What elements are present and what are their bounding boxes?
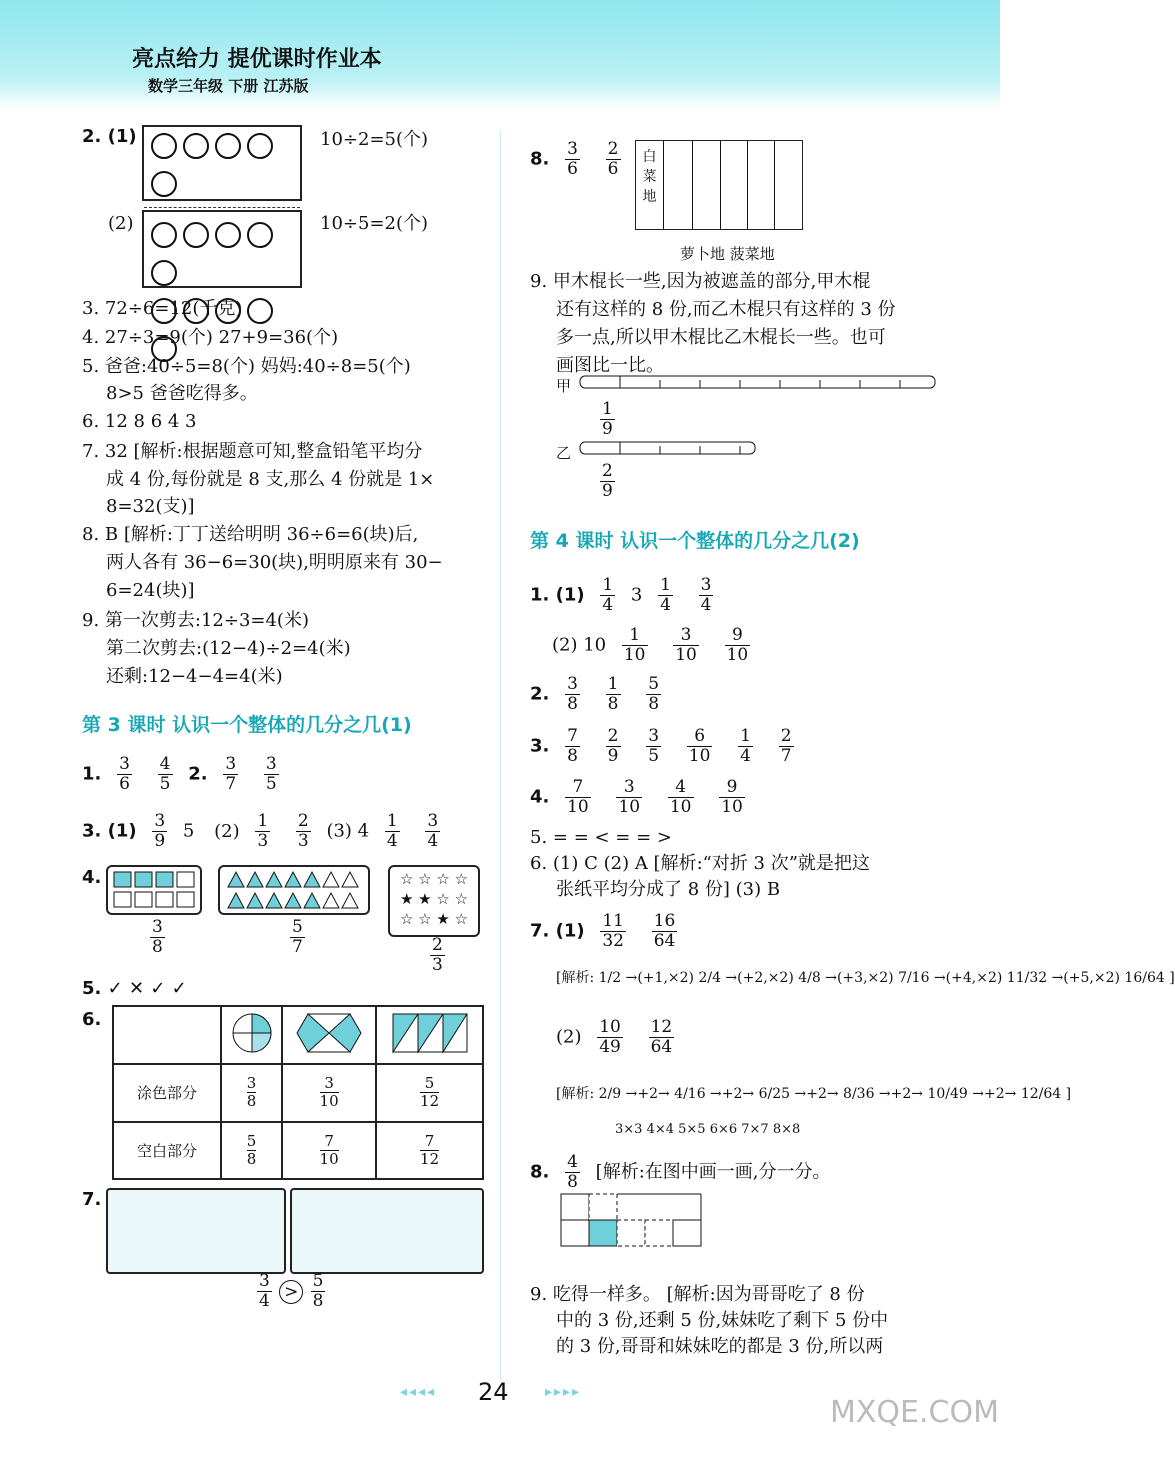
q2-1-label: 2. (1) — [82, 126, 137, 147]
garden-bottom-labels: 萝卜地 菠菜地 — [680, 245, 775, 263]
fraction: $\frac{11}{32}$ — [602, 911, 624, 951]
squares-box — [106, 865, 202, 915]
q7-line3: 8=32(支)] — [106, 496, 195, 517]
apple-box-2 — [142, 210, 302, 288]
apple-icon — [183, 133, 209, 159]
stars-box: ☆ ☆ ☆ ☆ ★ ★ ☆ ☆ ☆ ☆ ★ ☆ — [388, 865, 480, 937]
fraction: $\frac{4}{10}$ — [669, 777, 692, 817]
page-number: 24 — [478, 1378, 509, 1406]
fraction: $\frac{3}{10}$ — [618, 777, 641, 817]
square-products: 3×3 4×4 5×5 6×6 7×7 8×8 — [615, 1122, 801, 1137]
apple-box-1 — [142, 125, 302, 201]
l3-q2-label: 2. — [188, 763, 208, 785]
q2-2-label: (2) — [108, 213, 134, 234]
q9-line3: 还剩:12−4−4=4(米) — [106, 666, 283, 687]
fraction: $\frac{5}{7}$ — [292, 917, 303, 957]
q2-1-equation: 10÷2=5(个) — [320, 129, 429, 150]
shaded-row-label: 涂色部分 — [113, 1064, 221, 1122]
q7-line2: 成 4 份,每份就是 8 支,那么 4 份就是 1× — [106, 469, 435, 490]
l4-q2-label: 2. — [530, 683, 550, 705]
garden-diagram — [635, 140, 803, 230]
fraction: $\frac{3}{5}$ — [648, 726, 660, 766]
l4-q9-line2: 中的 3 份,还剩 5 份,妹妹吃了剩下 5 份中 — [556, 1310, 889, 1331]
q5-line1: 5. 爸爸:40÷5=8(个) 妈妈:40÷8=5(个) — [82, 356, 411, 377]
fraction: $\frac{2}{6}$ — [607, 139, 619, 179]
squares-figure — [108, 867, 200, 913]
q8-line1: 8. B [解析:丁丁送给明明 36÷6=6(块)后, — [82, 524, 419, 545]
lesson-3-heading: 第 3 课时 认识一个整体的几分之几(1) — [82, 714, 412, 736]
fraction: $\frac{2}{9}$ — [602, 461, 613, 501]
milk-box-1 — [106, 1188, 286, 1274]
fraction: $\frac{1}{4}$ — [660, 575, 671, 615]
fraction: $\frac{7}{10}$ — [567, 777, 589, 817]
q4: 4. 27÷3=9(个) 27+9=36(个) — [82, 327, 339, 348]
fraction: $\frac{4}{8}$ — [567, 1152, 578, 1192]
l4-q9-line3: 的 3 份,哥哥和妹妹吃的都是 3 份,所以两 — [556, 1336, 884, 1357]
greater-than-circle-icon: > — [279, 1280, 303, 1304]
fraction: $\frac{2}{3}$ — [297, 811, 309, 851]
hexagon-figure — [294, 1011, 364, 1055]
l4-q6-line2: 张纸平均分成了 8 份] (3) B — [556, 879, 781, 900]
fraction: $\frac{10}{49}$ — [599, 1017, 621, 1057]
fraction: $\frac{1}{4}$ — [386, 811, 398, 851]
fraction: $\frac{3}{8}$ — [152, 917, 163, 957]
blank-row-label: 空白部分 — [113, 1122, 221, 1180]
r-q9-line2: 还有这样的 8 份,而乙木棍只有这样的 3 份 — [556, 299, 896, 320]
fraction: $\frac{1}{3}$ — [257, 811, 269, 851]
l3-q6-table — [112, 1005, 484, 1180]
fraction: $\frac{3}{9}$ — [154, 811, 166, 851]
triangle-grid-figure — [390, 1011, 470, 1055]
triangles-figure — [220, 867, 368, 913]
fraction: $\frac{5}{8}$ — [312, 1271, 324, 1311]
milk-box-2 — [290, 1188, 484, 1274]
apple-icon — [183, 222, 209, 248]
l4-q6-line1: 6. (1) C (2) A [解析:“对折 3 次”就是把这 — [530, 853, 870, 874]
l4-q1-1-label: 1. (1) — [530, 584, 585, 606]
q2-2-equation: 10÷5=2(个) — [320, 213, 429, 234]
l3-q3-1-label: 3. (1) — [82, 820, 137, 842]
apple-icon — [247, 133, 273, 159]
l4-q8-explanation: [解析:在图中画一画,分一分。 — [595, 1161, 831, 1183]
column-divider — [500, 130, 501, 1380]
fraction: $\frac{5}{8}$ — [648, 674, 660, 714]
l4-q1-1-answer: 3 — [630, 584, 643, 606]
left-arrows-icon: ◂◂◂◂ — [400, 1384, 437, 1400]
fraction: $\frac{12}{64}$ — [650, 1017, 673, 1057]
l3-q3-1-answer: 5 — [182, 820, 195, 842]
fraction: $\frac{2}{7}$ — [780, 726, 792, 766]
r-q9-line3: 多一点,所以甲木棍比乙木棍长一些。也可 — [556, 327, 886, 348]
r-q9-line4: 画图比一比。 — [556, 355, 664, 376]
q9-line2: 第二次剪去:(12−4)÷2=4(米) — [106, 638, 351, 659]
fraction: $\frac{1}{9}$ — [602, 399, 613, 439]
stick-yi-label: 乙 — [556, 444, 572, 462]
l4-q8-label: 8. — [530, 1161, 550, 1183]
fraction: $\frac{1}{8}$ — [607, 674, 619, 714]
l4-q7-2-label: (2) — [556, 1026, 582, 1048]
fraction: $\frac{7}{8}$ — [567, 726, 578, 766]
fraction: $\frac{3}{5}$ — [265, 754, 277, 794]
book-subtitle: 数学三年级 下册 江苏版 — [148, 77, 309, 95]
apple-icon — [215, 222, 241, 248]
stick-yi — [578, 438, 760, 462]
apple-icon — [247, 222, 273, 248]
l4-q9-line1: 9. 吃得一样多。 [解析:因为哥哥吃了 8 份 — [530, 1284, 865, 1305]
l4-q7-1-explanation: [解析: 1/2 →(+1,×2) 2/4 →(+2,×2) 4/8 →(+3,×2) 7/16 →(+4,×2) 11/32 →(+5,×2) 16/64 ] — [556, 970, 1175, 986]
fraction: $\frac{6}{10}$ — [688, 726, 711, 766]
l3-q3-3-label: (3) 4 — [326, 820, 370, 842]
fraction: $\frac{3}{8}$ — [567, 674, 578, 714]
fraction: $\frac{1}{4}$ — [740, 726, 751, 766]
l3-q6-label: 6. — [82, 1009, 102, 1030]
fraction: $\frac{16}{64}$ — [653, 911, 676, 951]
l3-q1-label: 1. — [82, 763, 102, 785]
l3-q7-label: 7. — [82, 1189, 102, 1210]
q5-line2: 8>5 爸爸吃得多。 — [106, 383, 258, 404]
r-q8-label: 8. — [530, 148, 550, 170]
fraction: $\frac{3}{10}$ — [319, 1074, 339, 1111]
fraction: $\frac{3}{4}$ — [700, 575, 712, 615]
fraction: $\frac{3}{10}$ — [675, 625, 697, 665]
l3-q5: 5. ✓ ✕ ✓ ✓ — [82, 978, 187, 999]
apple-icon — [151, 171, 177, 197]
fraction: $\frac{1}{4}$ — [602, 575, 614, 615]
fraction: $\frac{3}{7}$ — [225, 754, 237, 794]
fraction: $\frac{1}{10}$ — [623, 625, 646, 665]
fraction: $\frac{5}{12}$ — [420, 1074, 440, 1111]
fraction: $\frac{4}{5}$ — [159, 754, 171, 794]
apple-icon — [247, 298, 273, 324]
l4-q5: 5. = = < = = > — [530, 827, 672, 848]
l3-q3-2-label: (2) — [214, 820, 240, 842]
l4-q3-label: 3. — [530, 735, 550, 757]
fraction: $\frac{7}{12}$ — [420, 1131, 440, 1168]
q9-line1: 9. 第一次剪去:12÷3=4(米) — [82, 610, 309, 631]
q3: 3. 72÷6=12(千克) — [82, 298, 243, 319]
apple-icon — [151, 133, 177, 159]
lesson-4-heading: 第 4 课时 认识一个整体的几分之几(2) — [530, 530, 860, 552]
q6: 6. 12 8 6 4 3 — [82, 411, 197, 432]
net-figure — [560, 1192, 710, 1250]
fraction: $\frac{9}{10}$ — [721, 777, 743, 817]
fraction: $\frac{3}{4}$ — [427, 811, 439, 851]
fraction: $\frac{9}{10}$ — [726, 625, 749, 665]
apple-icon — [215, 133, 241, 159]
apple-icon — [151, 260, 177, 286]
cabbage-column-label: 白菜地 — [636, 141, 664, 229]
circle-figure — [230, 1011, 274, 1055]
fraction: $\frac{5}{8}$ — [246, 1131, 257, 1168]
book-title: 亮点给力 提优课时作业本 — [132, 47, 382, 72]
q8-line2: 两人各有 36−6=30(块),明明原来有 30− — [106, 552, 443, 573]
l4-q1-2-label: (2) 10 — [552, 634, 607, 656]
fraction: $\frac{3}{6}$ — [567, 139, 578, 179]
q7-line1: 7. 32 [解析:根据题意可知,整盒铅笔平均分 — [82, 441, 423, 462]
l4-q4-label: 4. — [530, 786, 550, 808]
r-q9-line1: 9. 甲木棍长一些,因为被遮盖的部分,甲木棍 — [530, 271, 871, 292]
fraction: $\frac{3}{6}$ — [119, 754, 130, 794]
stick-jia — [578, 372, 940, 396]
fraction: $\frac{3}{8}$ — [246, 1074, 257, 1111]
triangles-box — [218, 865, 370, 915]
fraction: $\frac{2}{9}$ — [607, 726, 619, 766]
fraction: $\frac{2}{3}$ — [432, 935, 443, 975]
watermark: MXQE.COM — [830, 1395, 999, 1430]
l3-q4-label: 4. — [82, 867, 102, 888]
fraction: $\frac{7}{10}$ — [319, 1131, 339, 1168]
right-arrows-icon: ▸▸▸▸ — [545, 1384, 582, 1400]
l4-q7-2-explanation: [解析: 2/9 →+2→ 4/16 →+2→ 6/25 →+2→ 8/36 →+2→ 10/49 →+2→ 12/64 ] — [556, 1086, 1072, 1102]
apple-icon — [151, 222, 177, 248]
fraction: $\frac{3}{4}$ — [259, 1271, 270, 1311]
q8-line3: 6=24(块)] — [106, 580, 195, 601]
stick-jia-label: 甲 — [556, 377, 572, 395]
l4-q7-1-label: 7. (1) — [530, 920, 585, 942]
